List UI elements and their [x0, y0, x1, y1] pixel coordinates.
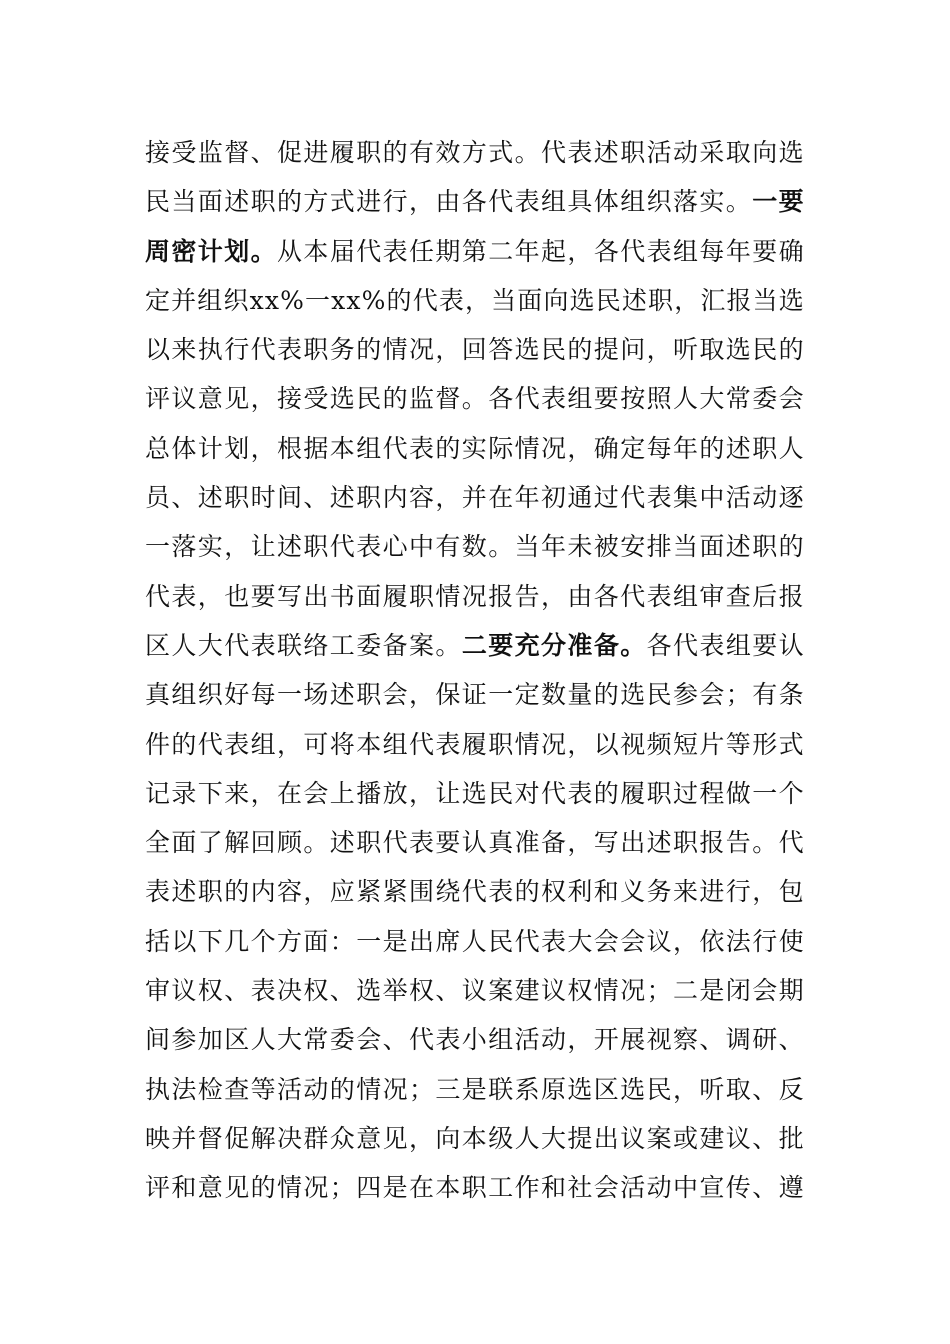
bold-heading-run: 一要	[752, 187, 806, 217]
text-run: 真组织好每一场述职会，保证一定数量的选民参会；有条	[145, 680, 806, 710]
text-run: 区人大代表联络工委备案。	[145, 630, 462, 660]
text-line	[145, 424, 805, 473]
text-run: 接受监督、促进履职的有效方式。代表述职活动采取向选	[145, 138, 806, 167]
text-run: 记录下来，在会上播放，让选民对代表的履职过程做一个	[145, 778, 806, 808]
text-run: 表述职的内容，应紧紧围绕代表的权利和义务来进行，包	[145, 877, 806, 907]
text-run: 执法检查等活动的情况；三是联系原选区选民，听取、反	[145, 1074, 806, 1104]
text-line	[145, 227, 805, 276]
text-line	[145, 769, 805, 818]
text-run: 评议意见，接受选民的监督。各代表组要按照人大常委会	[145, 384, 806, 414]
text-line	[145, 1065, 805, 1114]
text-run: 定并组织xx%一xx%的代表，当面向选民述职，汇报当选	[145, 285, 805, 315]
text-line	[145, 621, 805, 670]
text-run: 括以下几个方面：一是出席人民代表大会会议，依法行使	[145, 926, 806, 956]
text-line	[145, 1163, 805, 1212]
text-run: 间参加区人大常委会、代表小组活动，开展视察、调研、	[145, 1025, 806, 1055]
text-line	[145, 325, 805, 374]
text-run: 民当面述职的方式进行，由各代表组具体组织落实。	[145, 187, 753, 217]
text-line	[145, 374, 805, 423]
text-run: 总体计划，根据本组代表的实际情况，确定每年的述职人	[145, 433, 806, 463]
body-paragraph	[145, 128, 805, 1213]
text-line	[145, 818, 805, 867]
text-line	[145, 917, 805, 966]
text-run: 件的代表组，可将本组代表履职情况，以视频短片等形式	[145, 729, 806, 759]
text-line	[145, 522, 805, 571]
text-run: 一落实，让述职代表心中有数。当年未被安排当面述职的	[145, 532, 806, 562]
text-line	[145, 720, 805, 769]
text-line	[145, 572, 805, 621]
text-line	[145, 276, 805, 325]
text-line	[145, 1114, 805, 1163]
text-line	[145, 473, 805, 522]
text-line	[145, 177, 805, 226]
text-run: 映并督促解决群众意见，向本级人大提出议案或建议、批	[145, 1123, 806, 1153]
text-run: 审议权、表决权、选举权、议案建议权情况；二是闭会期	[145, 976, 806, 1006]
text-run: 全面了解回顾。述职代表要认真准备，写出述职报告。代	[145, 828, 806, 858]
text-run: 各代表组要认	[646, 630, 806, 660]
text-run: 员、述职时间、述职内容，并在年初通过代表集中活动逐	[145, 483, 806, 513]
bold-heading-run: 周密计划。	[145, 236, 278, 266]
text-run: 评和意见的情况；四是在本职工作和社会活动中宣传、遵	[145, 1173, 806, 1203]
text-line	[145, 966, 805, 1015]
text-line	[145, 1015, 805, 1064]
text-line	[145, 128, 805, 177]
bold-heading-run: 二要充分准备。	[461, 630, 647, 660]
text-run: 以来执行代表职务的情况，回答选民的提问，听取选民的	[145, 335, 806, 365]
text-run: 代表，也要写出书面履职情况报告，由各代表组审查后报	[145, 581, 806, 611]
text-line	[145, 670, 805, 719]
text-line	[145, 867, 805, 916]
text-run: 从本届代表任期第二年起，各代表组每年要确	[277, 236, 806, 266]
